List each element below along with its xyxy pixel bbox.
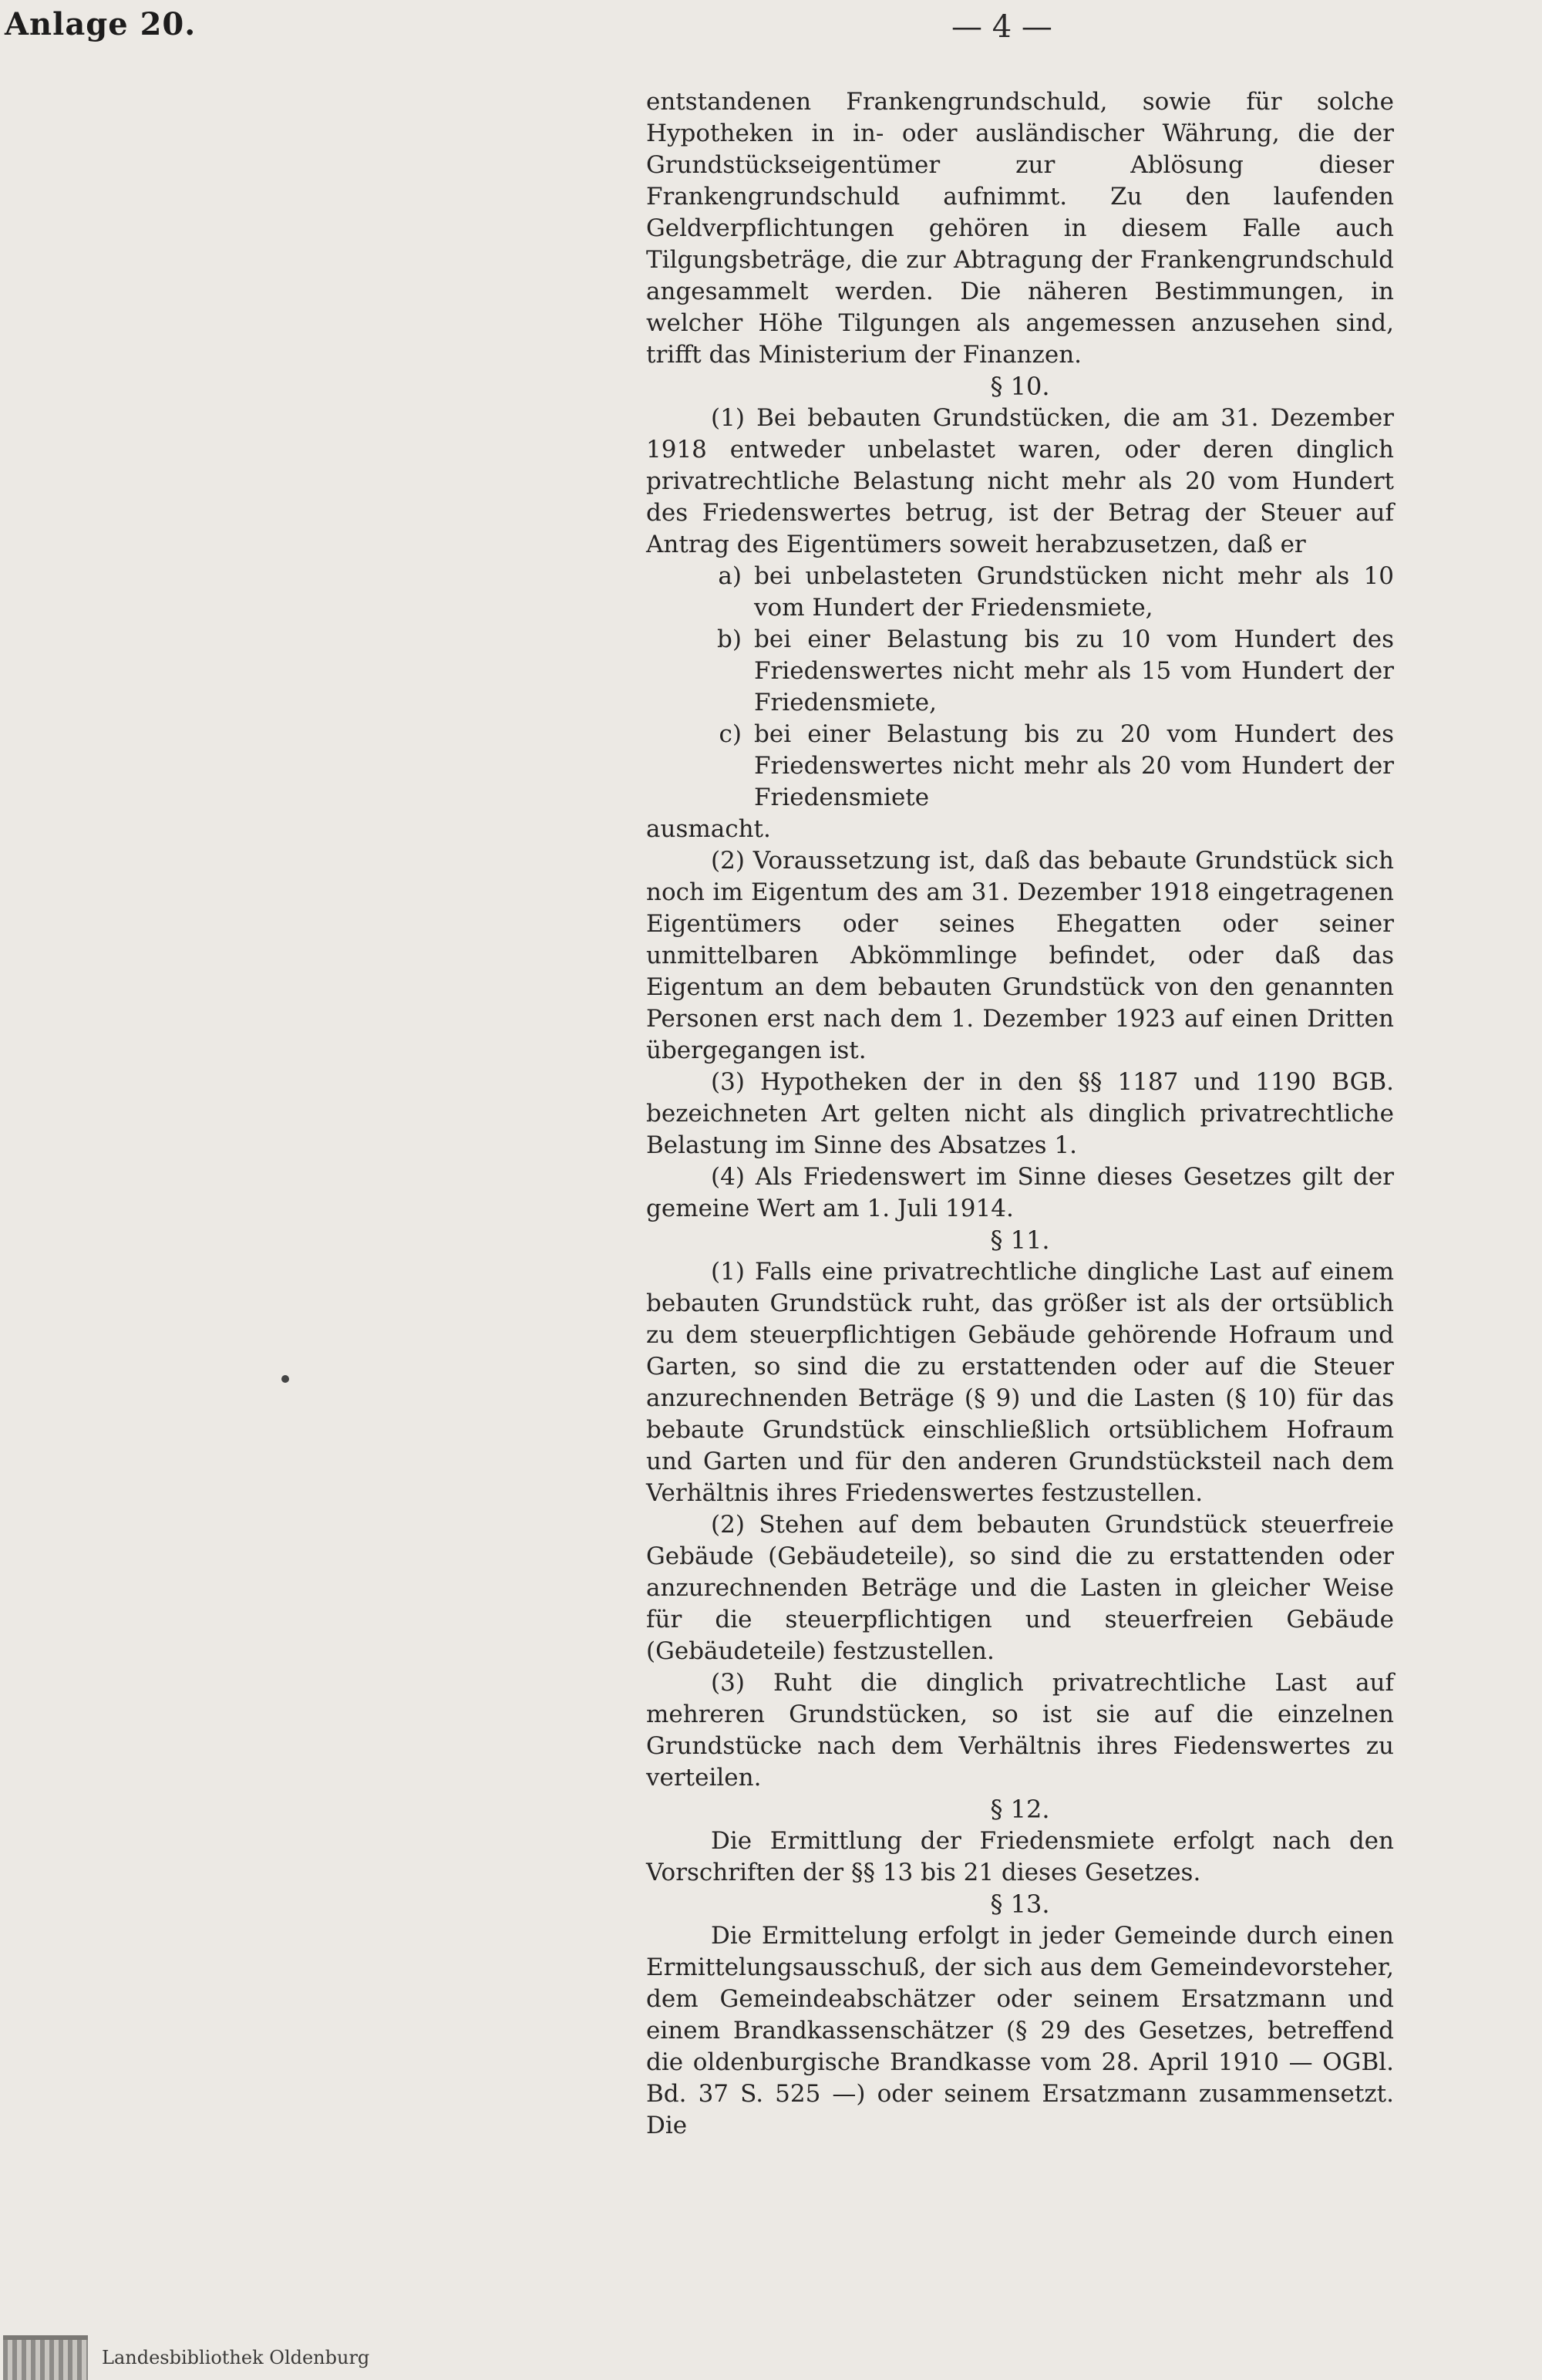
library-building-icon: [3, 2335, 88, 2380]
section-11-paragraph-1: (1) Falls eine privatrechtliche dingliche Last auf einem bebauten Grundstück ruht, das größer ist als der ortsüblich zu dem steuerpflichtigen Gebäude gehörende Hofraum und Garten, so sind die zu erstattenden oder auf die Steuer anzurechnenden Beträge (§ 9) und die Lasten (§ 10) für das bebaute Grundstück einschließlich ortsüblichem Hofraum und Garten und für den anderen Grundstücksteil nach dem Verhältnis ihres Friedenswertes festzustellen.: [646, 1258, 1394, 1507]
list-item-marker: b): [717, 625, 742, 653]
section-12-heading: § 12.: [990, 1795, 1050, 1824]
list-item: [646, 624, 1394, 719]
text-column: [646, 86, 1394, 2142]
section-13: [646, 1889, 1394, 2142]
continuation-paragraph: entstandenen Frankengrundschuld, sowie für solche Hypotheken in in- oder ausländischer Währung, die der Grundstückseigentümer zur Ablösung dieser Frankengrundschuld aufnimmt. Zu den laufenden Geldverpflichtungen gehören in diesem Falle auch Tilgungsbeträge, die zur Abtragung der Frankengrundschuld angesammelt werden. Die näheren Bestimmungen, in welcher Höhe Tilgungen als angemessen anzusehen sind, trifft das Ministerium der Finanzen.: [646, 88, 1394, 369]
section-13-heading: § 13.: [990, 1890, 1050, 1919]
section-10-paragraph-4: (4) Als Friedenswert im Sinne dieses Gesetzes gilt der gemeine Wert am 1. Juli 1914.: [646, 1163, 1394, 1222]
list-item-text: bei einer Belastung bis zu 10 vom Hundert des Friedenswertes nicht mehr als 15 vom Hundert der Friedensmiete,: [754, 625, 1394, 716]
section-10-heading: § 10.: [990, 372, 1050, 401]
section-10-paragraph-1: (1) Bei bebauten Grundstücken, die am 31. Dezember 1918 entweder unbelastet waren, oder deren dinglich privatrechtliche Belastung nicht mehr als 20 vom Hundert des Friedenswertes betrug, ist der Betrag der Steuer auf Antrag des Eigentümers soweit herabzusetzen, daß er: [646, 404, 1394, 558]
section-11-paragraph-2: (2) Stehen auf dem bebauten Grundstück steuerfreie Gebäude (Gebäudeteile), so sind die zu erstattenden oder anzurechnenden Beträge und die Lasten in gleicher Weise für die steuerpflichtigen und steuerfreien Gebäude (Gebäudeteile) festzustellen.: [646, 1511, 1394, 1665]
annex-label: Anlage 20.: [5, 6, 197, 42]
section-11: [646, 1225, 1394, 1794]
library-name: Landesbibliothek Oldenburg: [102, 2347, 370, 2368]
list-item-text: bei unbelasteten Grundstücken nicht mehr als 10 vom Hundert der Friedensmiete,: [754, 562, 1394, 622]
page-number: — 4 —: [951, 9, 1052, 45]
section-10-paragraph-3: (3) Hypotheken der in den §§ 1187 und 1190 BGB. bezeichneten Art gelten nicht als dinglich privatrechtliche Belastung im Sinne des Absatzes 1.: [646, 1068, 1394, 1159]
section-10-paragraph-1-tail: ausmacht.: [646, 815, 771, 843]
section-12: [646, 1794, 1394, 1889]
section-10: [646, 371, 1394, 1225]
section-11-paragraph-3: (3) Ruht die dinglich privatrechtliche Last auf mehreren Grundstücken, so ist sie auf die einzelnen Grundstücke nach dem Verhältnis ihres Fiedenswertes zu verteilen.: [646, 1669, 1394, 1792]
section-11-heading: § 11.: [990, 1225, 1050, 1255]
footer: [0, 2335, 1542, 2380]
list-item-text: bei einer Belastung bis zu 20 vom Hundert des Friedenswertes nicht mehr als 20 vom Hundert der Friedensmiete: [754, 720, 1394, 811]
section-12-paragraph-1: Die Ermittlung der Friedensmiete erfolgt nach den Vorschriften der §§ 13 bis 21 dieses Gesetzes.: [646, 1827, 1394, 1886]
section-10-paragraph-2: (2) Voraussetzung ist, daß das bebaute Grundstück sich noch im Eigentum des am 31. Dezember 1918 eingetragenen Eigentümers oder seines Ehegatten oder seiner unmittelbaren Abkömmlinge befindet, oder daß das Eigentum an dem bebauten Grundstück von den genannten Personen erst nach dem 1. Dezember 1923 auf einen Dritten übergegangen ist.: [646, 847, 1394, 1064]
page-header: [0, 0, 1542, 69]
paper-speck: [281, 1375, 289, 1383]
list-item: [646, 719, 1394, 814]
list-item-marker: c): [719, 720, 742, 748]
list-item: [646, 561, 1394, 624]
section-13-paragraph-1: Die Ermittelung erfolgt in jeder Gemeinde durch einen Ermittelungsausschuß, der sich aus dem Gemeindevorsteher, dem Gemeindeabschätzer oder seinem Ersatzmann und einem Brandkassenschätzer (§ 29 des Gesetzes, betreffend die oldenburgische Brandkasse vom 28. April 1910 — OGBl. Bd. 37 S. 525 —) oder seinem Ersatzmann zusammensetzt. Die: [646, 1922, 1394, 2139]
list-item-marker: a): [718, 562, 742, 590]
